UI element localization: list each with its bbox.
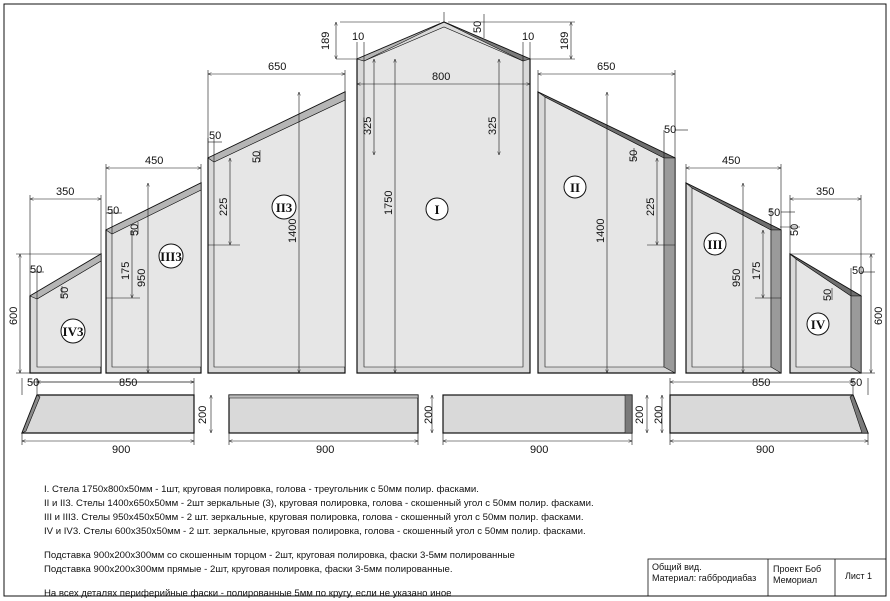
dim-900-base-4: 900	[756, 444, 775, 456]
title-block-sheet: Лист 1	[845, 571, 873, 581]
dim-900-base-2: 900	[316, 444, 335, 456]
dim-50-apex: 50	[472, 20, 484, 33]
dim-50-bevel-III-side: 50	[789, 223, 801, 236]
dim-800: 800	[432, 71, 451, 83]
dim-50-bevel-III3-side: 50	[129, 223, 141, 236]
dim-200-base-2: 200	[423, 405, 435, 424]
dim-325-left: 325	[362, 116, 374, 135]
dim-189-left: 189	[320, 31, 332, 50]
label-I: I	[434, 202, 440, 217]
dim-50-bevel-IV3-top: 50	[30, 264, 43, 276]
dim-650-left: 650	[268, 61, 287, 73]
dim-600-right: 600	[873, 306, 885, 325]
label-IV: IV	[810, 317, 826, 332]
dim-1400-right: 1400	[595, 218, 607, 243]
note-stele-III: III и III3. Стелы 950х450х50мм - 2 шт. зеркальные, круговая полировка, голова - скошенный угол с 50мм полир. фасками.	[44, 512, 584, 523]
label-III3: III3	[160, 249, 182, 264]
base-left-straight	[229, 395, 418, 433]
title-block-project	[773, 564, 821, 586]
dim-900-base-3: 900	[530, 444, 549, 456]
dim-1400-left: 1400	[287, 218, 299, 243]
title-memorial: Мемориал	[773, 575, 818, 585]
dim-225-right: 225	[645, 197, 657, 216]
note-stele-II: II и II3. Стелы 1400х650х50мм - 2шт зеркальные (3), круговая полировка, голова - скошенный угол с 50мм полир. фасками.	[44, 498, 594, 509]
note-stele-IV: IV и IV3. Стелы 600х350х50мм - 2 шт. зеркальные, круговая полировка, голова - скошенный угол с 50мм полир. фасками.	[44, 526, 586, 537]
dim-175-right: 175	[751, 261, 763, 280]
dim-900-base-1: 900	[112, 444, 131, 456]
dim-50-bevel-II-side: 50	[628, 149, 640, 162]
dim-200-base-4: 200	[653, 405, 665, 424]
dim-50-bevel-IV-top: 50	[852, 265, 865, 277]
dim-1750: 1750	[383, 190, 395, 215]
base-right-beveled	[670, 395, 868, 433]
dim-600-left: 600	[8, 306, 20, 325]
dim-350-right: 350	[816, 186, 835, 198]
dim-850-left: 850	[119, 377, 138, 389]
dim-50-bevel-III-top: 50	[768, 207, 781, 219]
dim-950-left: 950	[136, 268, 148, 287]
dim-50-bevel-III3-top: 50	[107, 205, 120, 217]
stele-II3	[208, 92, 345, 373]
label-II: II	[569, 180, 581, 195]
label-IV3: IV3	[62, 324, 84, 339]
dim-10-left: 10	[352, 31, 365, 43]
note-base-beveled: Подставка 900х200х300мм со скошенным торцом - 2шт, круговая полировка, фаски 3-5мм полированные	[44, 550, 515, 561]
dim-189-right: 189	[559, 31, 571, 50]
dim-350-left: 350	[56, 186, 75, 198]
note-general: На всех деталях периферийные фаски - полированные 5мм по кругу, если не указано иное	[44, 588, 452, 599]
dim-950-right: 950	[731, 268, 743, 287]
label-II3: II3	[275, 200, 293, 215]
dim-50-bevel-IV-side: 50	[822, 288, 834, 301]
dim-200-base-1: 200	[197, 405, 209, 424]
dim-325-right: 325	[487, 116, 499, 135]
label-III: III	[707, 237, 723, 252]
dim-225-left: 225	[218, 197, 230, 216]
stele-IV	[790, 254, 861, 373]
note-stele-I: I. Стела 1750х800х50мм - 1шт, круговая полировка, голова - треугольник с 50мм полир. фасками.	[44, 484, 479, 495]
dim-10-right: 10	[522, 31, 535, 43]
dim-850-right: 850	[752, 377, 771, 389]
dim-450-right: 450	[722, 155, 741, 167]
dim-200-base-3: 200	[634, 405, 646, 424]
specification-notes	[44, 483, 644, 601]
note-base-straight: Подставка 900х200х300мм прямые - 2шт, круговая полировка, фаски 3-5мм полированные.	[44, 564, 453, 575]
base-left-beveled	[22, 395, 194, 433]
dim-450-left: 450	[145, 155, 164, 167]
title-block-view	[652, 562, 756, 584]
dim-50-bevel-II3-top: 50	[209, 130, 222, 142]
base-right-straight	[443, 395, 632, 433]
dim-50-base-right: 50	[850, 377, 863, 389]
title-material: Материал: габбродиабаз	[652, 573, 757, 583]
dim-50-bevel-II-top: 50	[664, 124, 677, 136]
title-project: Проект Боб	[773, 564, 822, 574]
dim-50-bevel-IV3-side: 50	[59, 286, 71, 299]
dim-50-bevel-II3-side: 50	[251, 150, 263, 163]
dim-650-right: 650	[597, 61, 616, 73]
dim-175-left: 175	[120, 261, 132, 280]
title-view: Общий вид.	[652, 562, 702, 572]
dim-50-base-left: 50	[27, 377, 40, 389]
